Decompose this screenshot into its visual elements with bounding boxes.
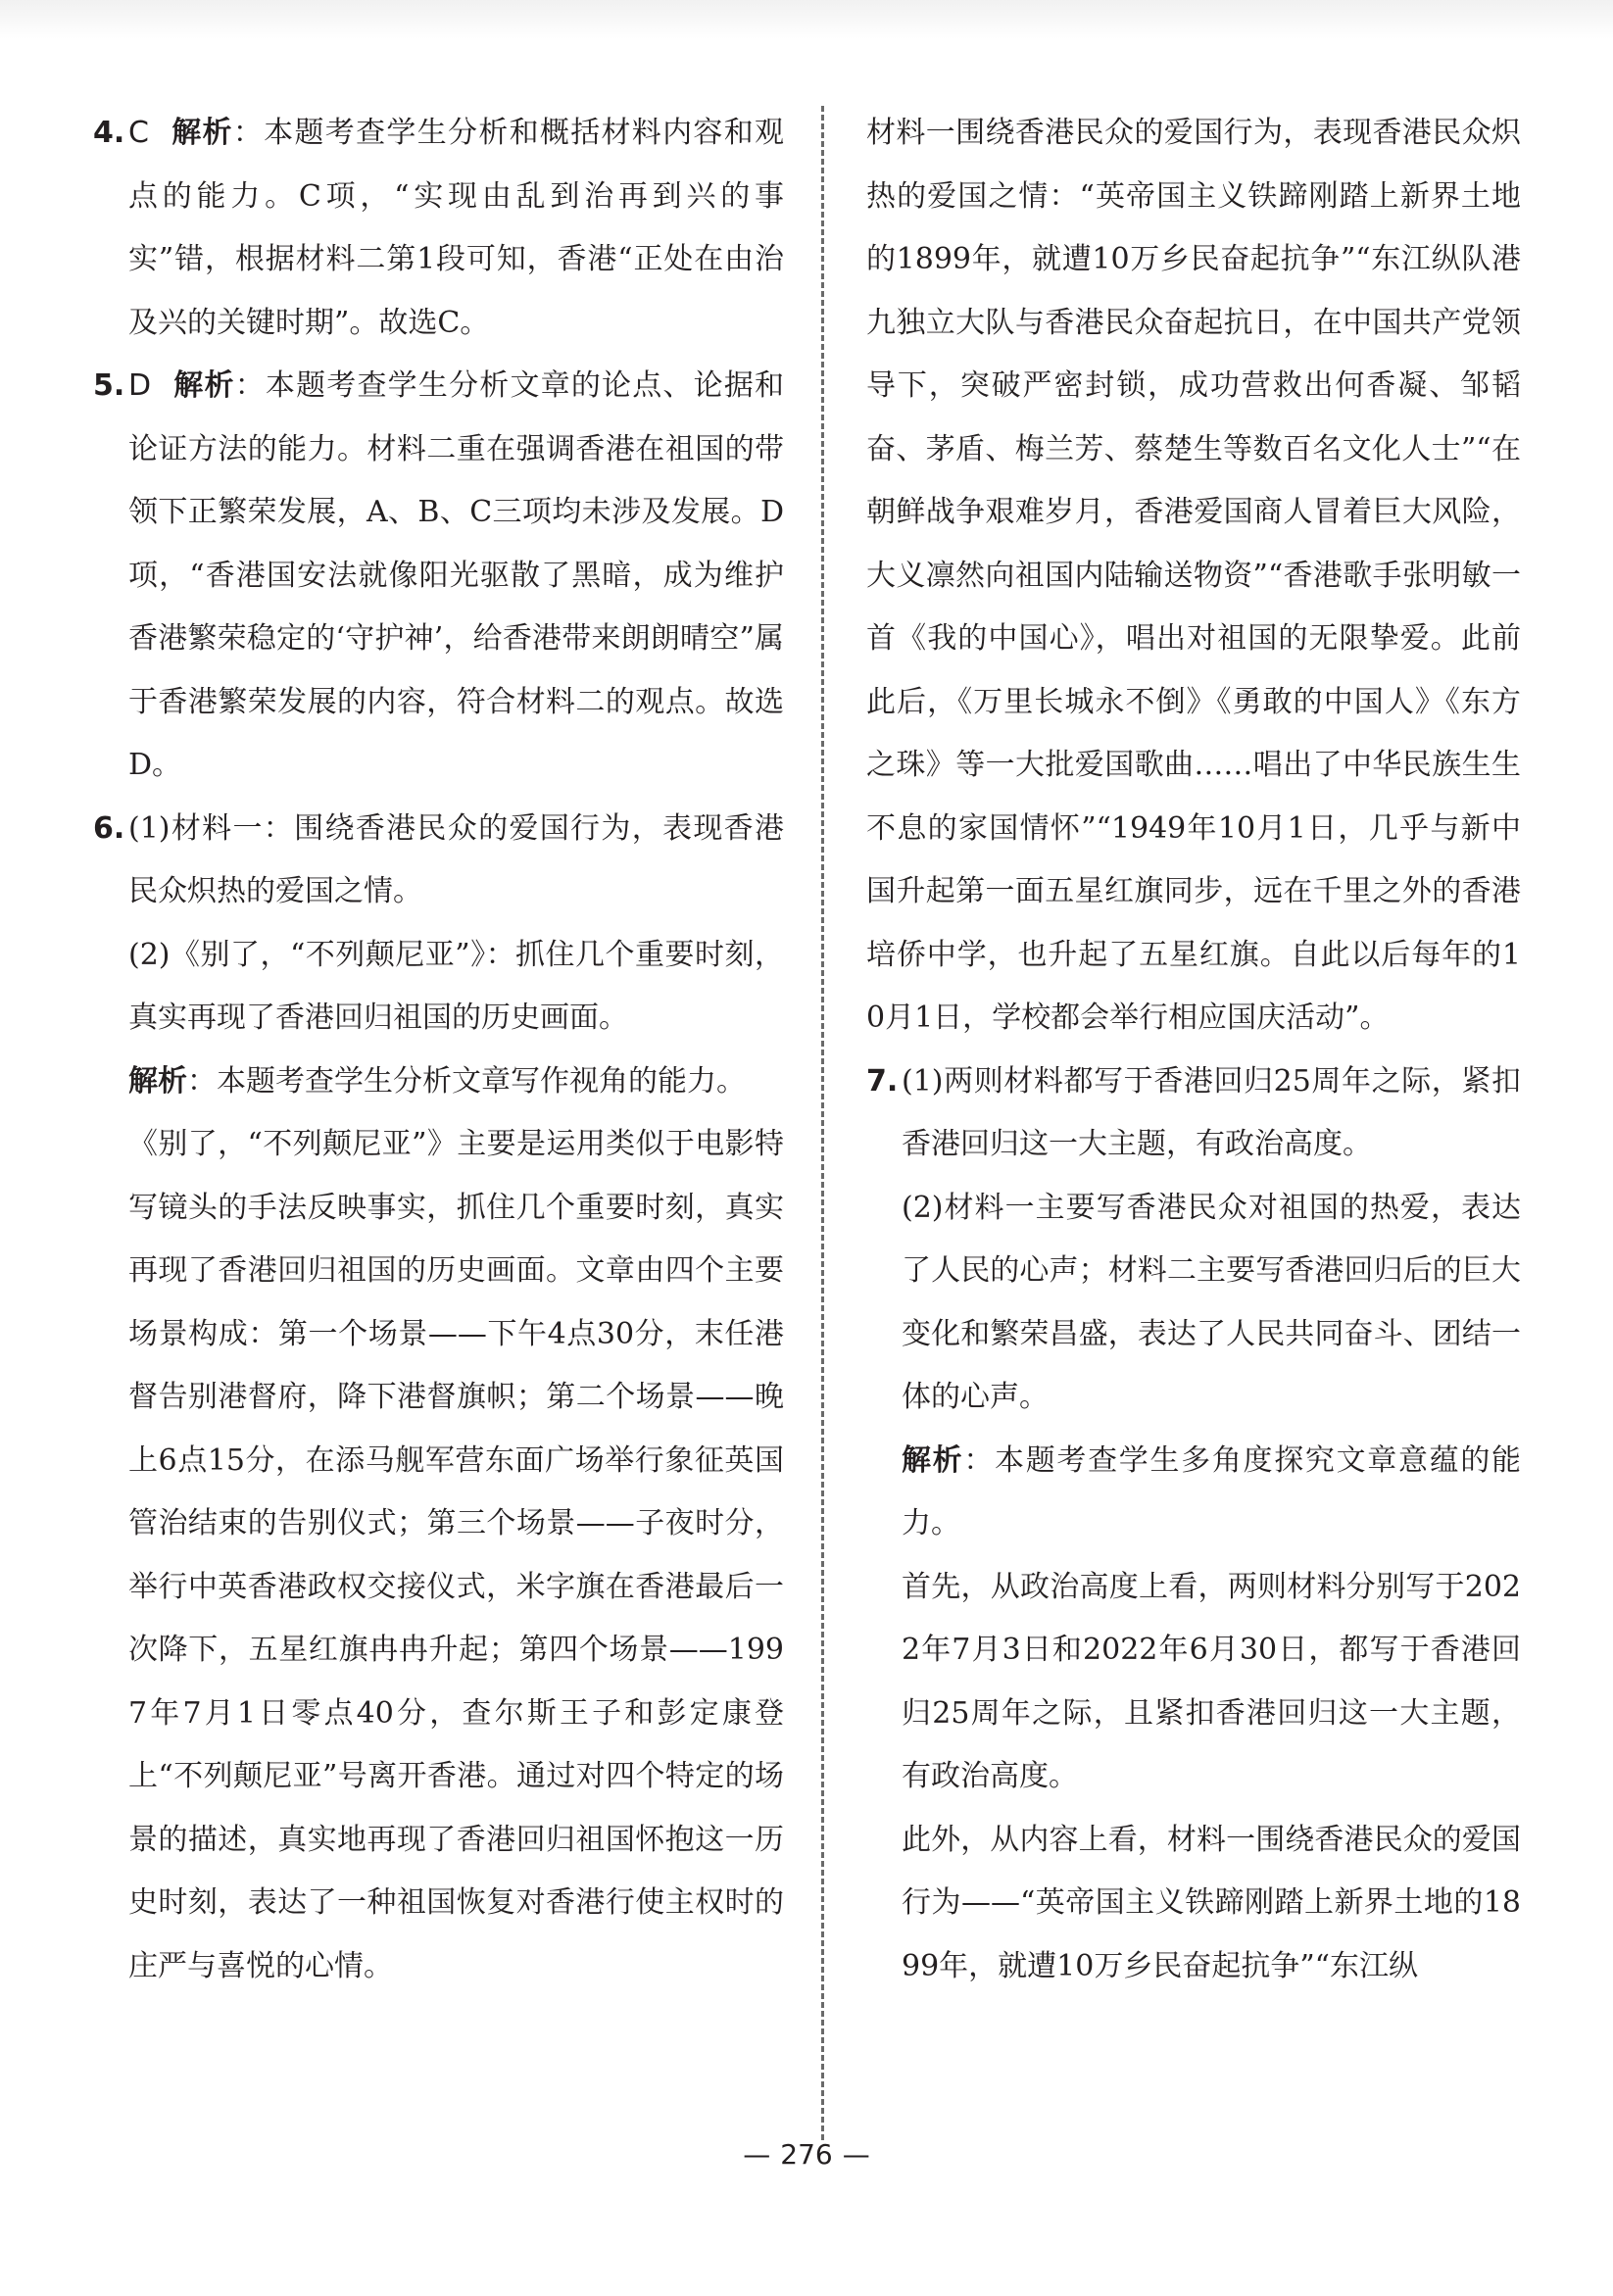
page-number-text: 276 [780,2138,833,2171]
question-6-analysis-continued: 材料一围绕香港民众的爱国行为，表现香港民众炽热的爱国之情：“英帝国主义铁蹄刚踏上新界土地的1899年，就遭10万乡民奋起抗争”“东江纵队港九独立大队与香港民众奋起抗日，在中国共产党领导下，突破严密封锁，成功营救出何香凝、邹韬奋、茅盾、梅兰芳、蔡楚生等数百名文化人士”“在朝鲜战争艰难岁月，香港爱国商人冒着巨大风险，大义凛然向祖国内陆输送物资”“香港歌手张明敏一首《我的中国心》，唱出对祖国的无限挚爱。此前此后，《万里长城永不倒》《勇敢的中国人》《东方之珠》等一大批爱国歌曲……唱出了中华民族生生不息的家国情怀”“1949年10月1日，几乎与新中国升起第一面五星红旗同步，远在千里之外的香港培侨中学，也升起了五星红旗。自此以后每年的10月1日，学校都会举行相应国庆活动”。 [866,116,1521,1035]
question-7-analysis-paragraph-1: 首先，从政治高度上看，两则材料分别写于2022年7月3日和2022年6月30日，都写于香港回归25周年之际，且紧扣香港回归这一大主题，有政治高度。 [902,1569,1521,1793]
question-7-analysis-intro [866,1430,1521,1556]
left-column [93,102,784,1998]
question-number: 5. [93,368,125,403]
question-7-part-1 [866,1050,1521,1177]
folio-dash-left: — [743,2138,771,2171]
question-4-answer [93,102,784,355]
question-number: 7. [866,1063,899,1099]
question-7-analysis-paragraph-2: 此外，从内容上看，材料一围绕香港民众的爱国行为——“英帝国主义铁蹄刚踏上新界土地的1899年，就遭10万乡民奋起抗争”“东江纵 [902,1822,1521,1983]
question-6-part-1 [93,798,784,924]
analysis-text: ：本题考查学生分析文章写作视角的能力。 [187,1063,746,1099]
page-number [0,2138,1613,2171]
question-number: 6. [93,810,125,846]
analysis-label: 解析 [128,1063,187,1099]
answer-choice: D [128,368,152,403]
question-6-analysis-intro [93,1050,784,1114]
analysis-label: 解析 [902,1442,964,1478]
question-6-analysis-body: 《别了，“不列颠尼亚”》主要是运用类似于电影特写镜头的手法反映事实，抓住几个重要时刻，真实再现了香港回归祖国的历史画面。文章由四个主要场景构成：第一个场景——下午4点30分，末任港督告别港督府，降下港督旗帜；第二个场景——晚上6点15分，在添马舰军营东面广场举行象征英国管治结束的告别仪式；第三个场景——子夜时分，举行中英香港政权交接仪式，米字旗在香港最后一次降下，五星红旗冉冉升起；第四个场景——1997年7月1日零点40分，查尔斯王子和彭定康登上“不列颠尼亚”号离开香港。通过对四个特定的场景的描述，真实地再现了香港回归祖国怀抱这一历史时刻，表达了一种祖国恢复对香港行使主权时的庄严与喜悦的心情。 [128,1127,784,1983]
folio-dash-right: — [842,2138,870,2171]
column-divider [821,106,824,2140]
analysis-label: 解析 [172,368,235,403]
right-column [866,102,1521,1998]
analysis-text: ：本题考查学生分析和概括材料内容和观点的能力。C项，“实现由乱到治再到兴的事实”错，根据材料二第1段可知，香港“正处在由治及兴的关键时期”。故选C。 [128,116,785,340]
question-number: 4. [93,116,125,150]
analysis-text: ：本题考查学生多角度探究文章意蕴的能力。 [902,1442,1522,1540]
scan-top-shadow [0,0,1613,39]
analysis-label: 解析 [170,116,233,150]
answer-choice: C [128,116,149,150]
answer-text: (1)两则材料都写于香港回归25周年之际，紧扣香港回归这一大主题，有政治高度。 [902,1063,1521,1161]
answer-text: (1)材料一：围绕香港民众的爱国行为，表现香港民众炽热的爱国之情。 [128,810,784,908]
question-6-part-2: (2)《别了，“不列颠尼亚”》：抓住几个重要时刻，真实再现了香港回归祖国的历史画面。 [128,937,784,1035]
question-7-part-2: (2)材料一主要写香港民众对祖国的热爱，表达了人民的心声；材料二主要写香港回归后的巨大变化和繁荣昌盛，表达了人民共同奋斗、团结一体的心声。 [902,1190,1521,1414]
analysis-text: ：本题考查学生分析文章的论点、论据和论证方法的能力。材料二重在强调香港在祖国的带领下正繁荣发展，A、B、C三项均未涉及发展。D项，“香港国安法就像阳光驱散了黑暗，成为维护香港繁荣稳定的‘守护神’，给香港带来朗朗晴空”属于香港繁荣发展的内容，符合材料二的观点。故选D。 [128,368,785,782]
question-5-answer [93,355,784,798]
